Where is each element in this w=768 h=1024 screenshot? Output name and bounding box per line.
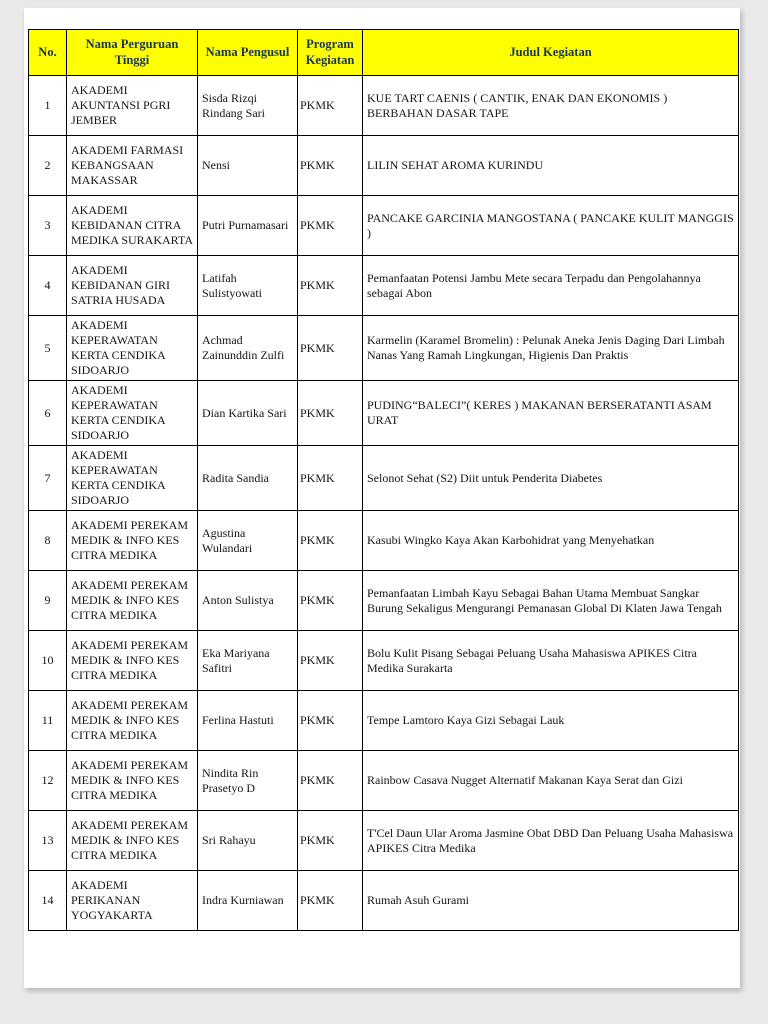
cell-no: 10	[29, 631, 67, 691]
cell-judul-kegiatan: Rumah Asuh Gurami	[363, 871, 739, 931]
cell-no: 9	[29, 571, 67, 631]
cell-program-kegiatan: PKMK	[298, 196, 363, 256]
cell-perguruan-tinggi: AKADEMI KEPERAWATAN KERTA CENDIKA SIDOARJO	[67, 316, 198, 381]
table-row	[29, 136, 739, 196]
cell-no: 11	[29, 691, 67, 751]
cell-no: 6	[29, 381, 67, 446]
cell-program-kegiatan: PKMK	[298, 691, 363, 751]
cell-pengusul: Sisda Rizqi Rindang Sari	[198, 76, 298, 136]
table-row	[29, 571, 739, 631]
table-row	[29, 381, 739, 446]
cell-no: 13	[29, 811, 67, 871]
table-body	[29, 76, 739, 931]
cell-perguruan-tinggi: AKADEMI AKUNTANSI PGRI JEMBER	[67, 76, 198, 136]
cell-no: 3	[29, 196, 67, 256]
table-header	[29, 30, 739, 76]
table-row	[29, 446, 739, 511]
cell-pengusul: Latifah Sulistyowati	[198, 256, 298, 316]
table-row	[29, 871, 739, 931]
cell-program-kegiatan: PKMK	[298, 316, 363, 381]
table-row	[29, 631, 739, 691]
cell-perguruan-tinggi: AKADEMI PEREKAM MEDIK & INFO KES CITRA MEDIKA	[67, 631, 198, 691]
cell-pengusul: Nindita Rin Prasetyo D	[198, 751, 298, 811]
cell-pengusul: Radita Sandia	[198, 446, 298, 511]
document-page	[24, 8, 740, 988]
cell-perguruan-tinggi: AKADEMI FARMASI KEBANGSAAN MAKASSAR	[67, 136, 198, 196]
cell-judul-kegiatan: Pemanfaatan Limbah Kayu Sebagai Bahan Utama Membuat Sangkar Burung Sekaligus Mengurangi Pemanasan Global Di Klaten Jawa Tengah	[363, 571, 739, 631]
proposals-table	[28, 29, 739, 931]
cell-program-kegiatan: PKMK	[298, 751, 363, 811]
table-row	[29, 316, 739, 381]
cell-program-kegiatan: PKMK	[298, 571, 363, 631]
cell-program-kegiatan: PKMK	[298, 511, 363, 571]
cell-no: 12	[29, 751, 67, 811]
cell-no: 8	[29, 511, 67, 571]
cell-perguruan-tinggi: AKADEMI KEPERAWATAN KERTA CENDIKA SIDOARJO	[67, 381, 198, 446]
cell-perguruan-tinggi: AKADEMI KEBIDANAN GIRI SATRIA HUSADA	[67, 256, 198, 316]
cell-judul-kegiatan: LILIN SEHAT AROMA KURINDU	[363, 136, 739, 196]
cell-pengusul: Agustina Wulandari	[198, 511, 298, 571]
cell-program-kegiatan: PKMK	[298, 76, 363, 136]
cell-judul-kegiatan: Karmelin (Karamel Bromelin) : Pelunak Aneka Jenis Daging Dari Limbah Nanas Yang Ramah Lingkungan, Higienis Dan Praktis	[363, 316, 739, 381]
cell-pengusul: Dian Kartika Sari	[198, 381, 298, 446]
col-header-perguruan-tinggi: Nama Perguruan Tinggi	[67, 30, 198, 76]
cell-judul-kegiatan: PANCAKE GARCINIA MANGOSTANA ( PANCAKE KULIT MANGGIS )	[363, 196, 739, 256]
cell-judul-kegiatan: Tempe Lamtoro Kaya Gizi Sebagai Lauk	[363, 691, 739, 751]
cell-perguruan-tinggi: AKADEMI PERIKANAN YOGYAKARTA	[67, 871, 198, 931]
cell-program-kegiatan: PKMK	[298, 381, 363, 446]
table-row	[29, 811, 739, 871]
cell-program-kegiatan: PKMK	[298, 136, 363, 196]
cell-no: 2	[29, 136, 67, 196]
table-row	[29, 76, 739, 136]
table-row	[29, 196, 739, 256]
cell-judul-kegiatan: KUE TART CAENIS ( CANTIK, ENAK DAN EKONOMIS ) BERBAHAN DASAR TAPE	[363, 76, 739, 136]
cell-judul-kegiatan: Kasubi Wingko Kaya Akan Karbohidrat yang Menyehatkan	[363, 511, 739, 571]
col-header-program-kegiatan: Program Kegiatan	[298, 30, 363, 76]
cell-pengusul: Nensi	[198, 136, 298, 196]
cell-judul-kegiatan: Bolu Kulit Pisang Sebagai Peluang Usaha Mahasiswa APIKES Citra Medika Surakarta	[363, 631, 739, 691]
cell-perguruan-tinggi: AKADEMI KEBIDANAN CITRA MEDIKA SURAKARTA	[67, 196, 198, 256]
col-header-no: No.	[29, 30, 67, 76]
col-header-pengusul: Nama Pengusul	[198, 30, 298, 76]
cell-judul-kegiatan: Selonot Sehat (S2) Diit untuk Penderita Diabetes	[363, 446, 739, 511]
cell-pengusul: Eka Mariyana Safitri	[198, 631, 298, 691]
cell-judul-kegiatan: Pemanfaatan Potensi Jambu Mete secara Terpadu dan Pengolahannya sebagai Abon	[363, 256, 739, 316]
cell-perguruan-tinggi: AKADEMI PEREKAM MEDIK & INFO KES CITRA MEDIKA	[67, 511, 198, 571]
table-row	[29, 511, 739, 571]
cell-judul-kegiatan: PUDING“BALECI”( KERES ) MAKANAN BERSERATANTI ASAM URAT	[363, 381, 739, 446]
cell-no: 1	[29, 76, 67, 136]
cell-pengusul: Putri Purnamasari	[198, 196, 298, 256]
table-row	[29, 256, 739, 316]
cell-pengusul: Anton Sulistya	[198, 571, 298, 631]
table-row	[29, 691, 739, 751]
cell-perguruan-tinggi: AKADEMI PEREKAM MEDIK & INFO KES CITRA MEDIKA	[67, 811, 198, 871]
header-row	[29, 30, 739, 76]
cell-no: 5	[29, 316, 67, 381]
cell-no: 7	[29, 446, 67, 511]
cell-judul-kegiatan: T'Cel Daun Ular Aroma Jasmine Obat DBD Dan Peluang Usaha Mahasiswa APIKES Citra Medika	[363, 811, 739, 871]
cell-perguruan-tinggi: AKADEMI PEREKAM MEDIK & INFO KES CITRA MEDIKA	[67, 751, 198, 811]
cell-pengusul: Sri Rahayu	[198, 811, 298, 871]
cell-program-kegiatan: PKMK	[298, 811, 363, 871]
cell-no: 14	[29, 871, 67, 931]
cell-pengusul: Indra Kurniawan	[198, 871, 298, 931]
cell-pengusul: Ferlina Hastuti	[198, 691, 298, 751]
cell-program-kegiatan: PKMK	[298, 446, 363, 511]
cell-judul-kegiatan: Rainbow Casava Nugget Alternatif Makanan Kaya Serat dan Gizi	[363, 751, 739, 811]
cell-pengusul: Achmad Zainunddin Zulfi	[198, 316, 298, 381]
cell-perguruan-tinggi: AKADEMI PEREKAM MEDIK & INFO KES CITRA MEDIKA	[67, 691, 198, 751]
cell-perguruan-tinggi: AKADEMI KEPERAWATAN KERTA CENDIKA SIDOARJO	[67, 446, 198, 511]
cell-perguruan-tinggi: AKADEMI PEREKAM MEDIK & INFO KES CITRA MEDIKA	[67, 571, 198, 631]
cell-program-kegiatan: PKMK	[298, 631, 363, 691]
col-header-judul-kegiatan: Judul Kegiatan	[363, 30, 739, 76]
cell-program-kegiatan: PKMK	[298, 256, 363, 316]
cell-program-kegiatan: PKMK	[298, 871, 363, 931]
cell-no: 4	[29, 256, 67, 316]
table-row	[29, 751, 739, 811]
